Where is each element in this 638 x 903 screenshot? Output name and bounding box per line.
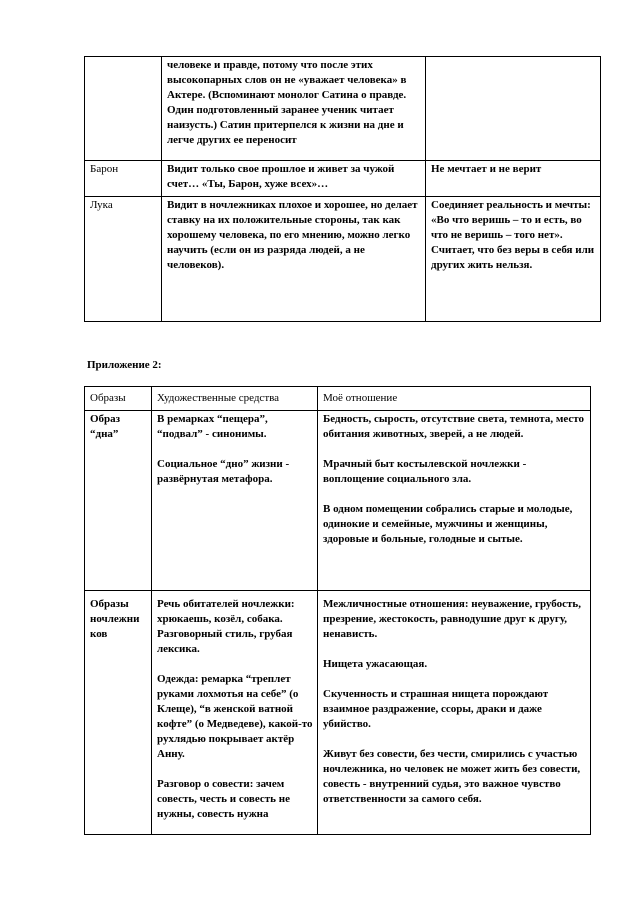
table-row (85, 591, 591, 835)
character-attitude-cell: Соединяет реальность и мечты: «Во что веришь – то и есть, во что не веришь – того нет». Считает, что без веры в себя или других жить нельзя. (426, 197, 601, 322)
means-paragraph: Одежда: ремарка “треплет руками лохмотья на себе” (о Клеще), “в женской ватной кофте” (о Медведеве), какой-то рухлядью покрывает актёр Анну. (157, 673, 313, 760)
header-artistic-means: Художественные средства (152, 387, 318, 411)
attitude-paragraph: Межличностные отношения: неуважение, грубость, презрение, жестокость, равнодушие друг к другу, ненависть. (323, 598, 581, 640)
character-attitude-cell: Не мечтает и не верит (426, 161, 601, 197)
attitude-cell (318, 411, 591, 591)
means-paragraph: Разговор о совести: зачем совесть, честь и совесть не нужны, совесть нужна (157, 778, 290, 820)
table-row (85, 161, 601, 197)
character-name-cell: Лука (85, 197, 162, 322)
attitude-paragraph: Бедность, сырость, отсутствие света, темнота, место обитания животных, зверей, а не людей. (323, 413, 584, 440)
attitude-paragraph: Скученность и страшная нищета порождают взаимное раздражение, ссоры, драки и даже убийство. (323, 688, 549, 730)
means-cell (152, 411, 318, 591)
header-my-attitude: Моё отношение (318, 387, 591, 411)
attitude-paragraph: Мрачный быт костылевской ночлежки - воплощение социального зла. (323, 458, 527, 485)
appendix-title: Приложение 2: (87, 359, 162, 371)
attitude-paragraph: Нищета ужасающая. (323, 658, 428, 670)
header-images: Образы (85, 387, 152, 411)
attitude-cell (318, 591, 591, 835)
means-paragraph: Социальное “дно” жизни - развёрнутая метафора. (157, 458, 290, 485)
characters-table (84, 56, 601, 322)
means-paragraph: Речь обитателей ночлежки: хрюкаешь, козёл, собака. Разговорный стиль, грубая лексика. (157, 598, 295, 655)
character-description-cell: Видит только свое прошлое и живет за чужой счет… «Ты, Барон, хуже всех»… (162, 161, 426, 197)
table-header-row (85, 387, 591, 411)
means-paragraph: В ремарках “пещера”, “подвал” - синонимы. (157, 413, 268, 440)
table-row (85, 57, 601, 161)
character-description-cell: человеке и правде, потому что после этих высокопарных слов он не «уважает человека» в Актере. (Вспоминают монолог Сатина о правде. Один подготовленный заранее ученик читает наизусть.) Сатин притерпелся к жизни на дне и легче других ее переносит (162, 57, 426, 161)
table-row (85, 197, 601, 322)
image-name-cell: Образы ночлежни ков (85, 591, 152, 835)
image-name-cell: Образ “дна” (85, 411, 152, 591)
character-name-cell: Барон (85, 161, 162, 197)
table-row (85, 411, 591, 591)
character-name-cell (85, 57, 162, 161)
attitude-paragraph: Живут без совести, без чести, смирились с участью ночлежника, но человек не может жить без совести, совесть - внутренний судья, это важное чувство ответственности за самого себя. (323, 748, 581, 805)
images-table (84, 386, 591, 835)
character-description-cell: Видит в ночлежниках плохое и хорошее, но делает ставку на их положительные стороны, так как хорошему человека, по его мнению, можно легко научить (если он из разряда людей, а не человеков). (162, 197, 426, 322)
means-cell (152, 591, 318, 835)
character-attitude-cell (426, 57, 601, 161)
attitude-paragraph: В одном помещении собрались старые и молодые, одинокие и семейные, мужчины и женщины, здоровые и больные, голодные и сытые. (323, 503, 573, 545)
